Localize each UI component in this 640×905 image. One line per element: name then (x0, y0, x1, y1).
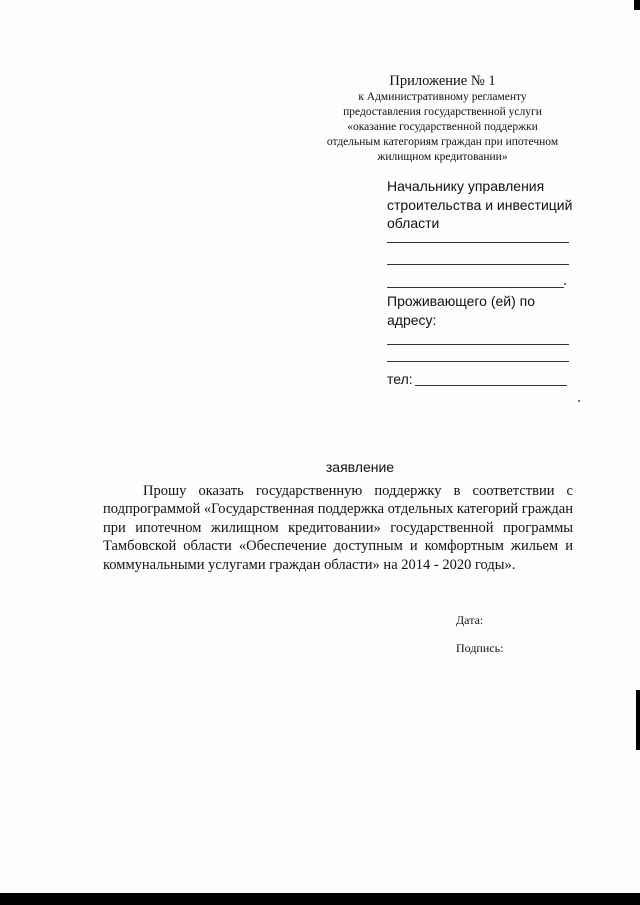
signature-label: Подпись: (456, 641, 504, 655)
appendix-line: «оказание государственной поддержки (347, 121, 538, 133)
appendix-line: к Административному регламенту (358, 91, 527, 103)
address-blank-line[interactable] (387, 361, 569, 362)
address-blank-line[interactable] (387, 344, 569, 345)
recipient-line: строительства и инвестиций (387, 196, 573, 213)
name-blank-line[interactable] (387, 242, 569, 243)
residence-block (387, 292, 577, 329)
phone-blank-line[interactable] (415, 385, 567, 386)
application-heading: заявление (325, 459, 395, 475)
recipient-line: Начальнику управления (387, 178, 545, 194)
scan-speck (564, 283, 566, 285)
scan-speck (578, 400, 580, 402)
phone-label: тел: (387, 371, 413, 387)
appendix-line: отдельным категориям граждан при ипотечном (326, 136, 559, 148)
scan-edge-top (634, 0, 640, 10)
scan-edge-right (636, 690, 640, 750)
appendix-block (300, 72, 585, 165)
recipient-line: области (387, 215, 440, 231)
scan-edge-bottom (0, 893, 640, 905)
appendix-line: жилищном кредитовании» (377, 151, 508, 163)
application-body: Прошу оказать государственную поддержку в соответствии с подпрограммой «Государственная поддержка отдельных категорий граждан при ипотечном жилищном кредитовании» государственной программы Тамбовской области «Обеспечение доступным и комфортным жильем и коммунальными услугами граждан области» на 2014 - 2020 годы». (103, 483, 573, 573)
addressee-block (387, 177, 577, 233)
residence-line: Проживающего (ей) по (387, 293, 536, 309)
date-label: Дата: (456, 613, 484, 627)
name-blank-line[interactable] (387, 287, 564, 288)
appendix-line: предоставления государственной услуги (343, 106, 542, 118)
name-blank-line[interactable] (387, 264, 569, 265)
appendix-title: Приложение № 1 (389, 73, 496, 89)
residence-line: адресу: (387, 311, 437, 328)
